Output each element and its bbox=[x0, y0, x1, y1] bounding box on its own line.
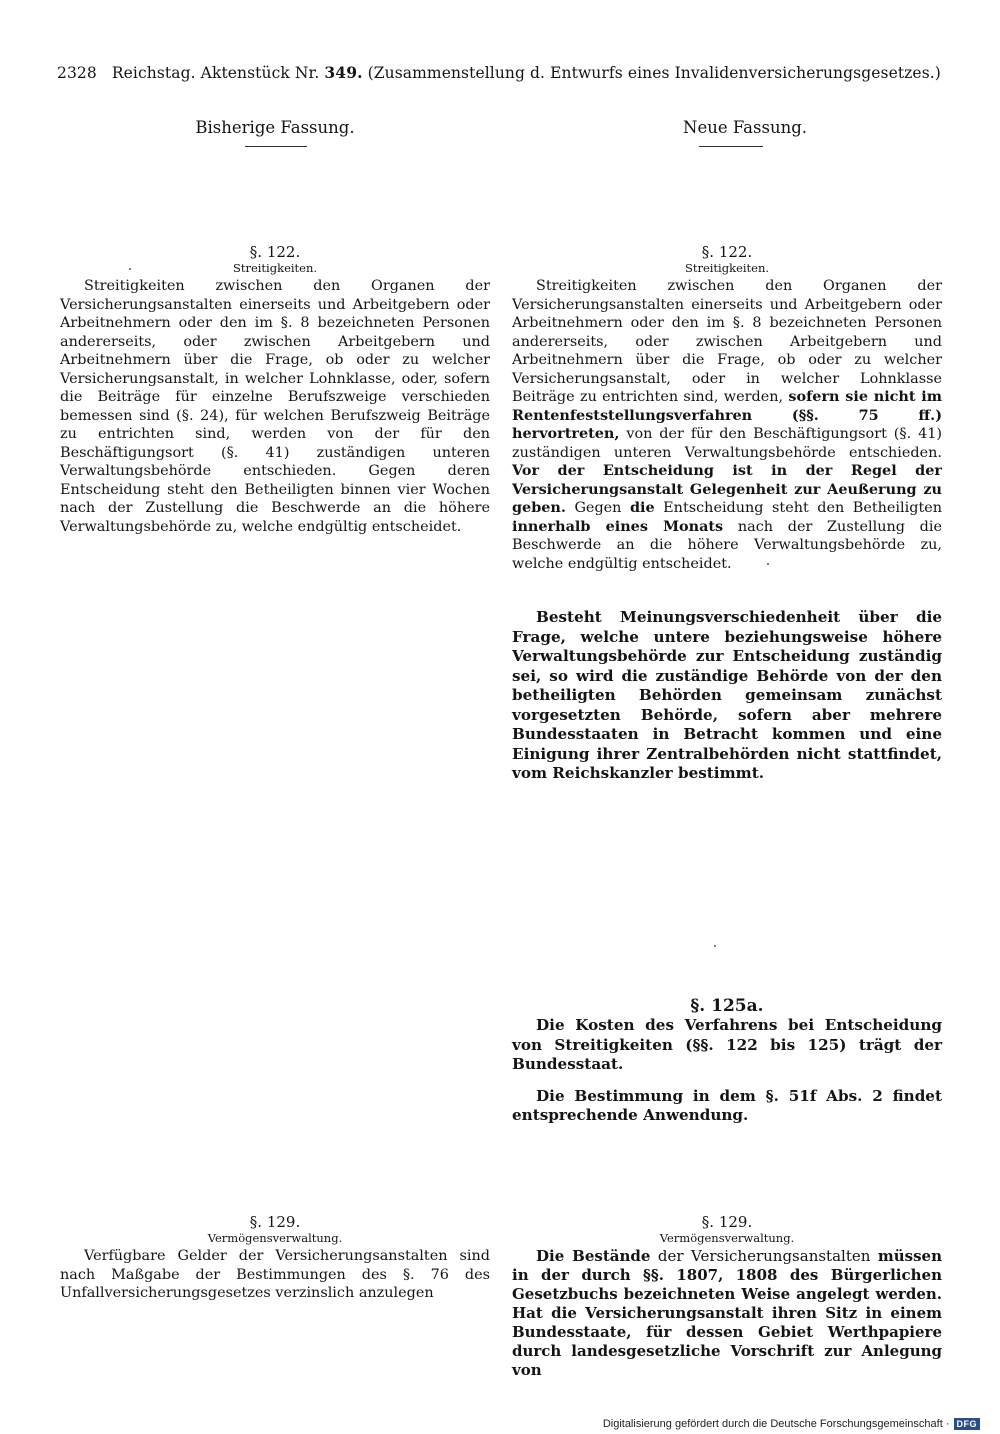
section-title: Vermögensverwaltung. bbox=[659, 1231, 795, 1245]
section-title: Streitigkeiten. bbox=[684, 261, 770, 275]
text-run: Streitigkeiten zwischen den Organen der Versicherungsanstalten einerseits und Arbeitgebern oder Arbeitnehmern oder den im §. 8 bezeichneten Personen andererseits, oder zwischen Arbeitgebern und Arbeitnehmern über die Frage, ob oder zu welcher Versicherungsanstalt, oder in welcher Lohnklasse Beiträge zu entrichten sind, werden, bbox=[512, 278, 942, 405]
running-header bbox=[57, 63, 941, 82]
text-run: Entscheidung steht den Betheiligten bbox=[663, 500, 943, 516]
text-run: der Versicherungsanstalten bbox=[657, 1247, 871, 1265]
right-section-122 bbox=[512, 243, 942, 573]
section-paragraph-1 bbox=[512, 277, 942, 573]
digitization-footer bbox=[603, 1418, 980, 1430]
section-paragraph-2: Die Bestimmung in dem §. 51f Abs. 2 findet entsprechende Anwendung. bbox=[512, 1086, 942, 1124]
page-number: 2328 bbox=[57, 64, 97, 82]
scan-speck bbox=[129, 268, 131, 270]
header-prefix: Reichstag. Aktenstück Nr. bbox=[111, 64, 320, 82]
document-number: 349. bbox=[324, 63, 363, 82]
right-section-129 bbox=[512, 1213, 942, 1380]
section-number: §. 122. bbox=[701, 243, 753, 261]
amendment-run: die bbox=[629, 499, 655, 516]
amendment-run: innerhalb eines Monats bbox=[512, 517, 724, 535]
footer-text: Digitalisierung gefördert durch die Deutsche Forschungsgemeinschaft · bbox=[602, 1418, 950, 1430]
amendment-run: müssen in der durch §§. 1807, 1808 des Bürgerlichen Gesetzbuchs bezeichneten Weise angelegt werden. Hat die Versicherungsanstalt ihren Sitz in einem Bundesstaate, für dessen Gebiet Werthpapiere durch landesgesetzliche Vorschrift zur Anlegung von bbox=[512, 1247, 942, 1379]
section-number: §. 129. bbox=[249, 1213, 301, 1231]
text-run: Gegen bbox=[574, 500, 622, 516]
text-run: von der für den Beschäftigungsort (§. 41) zuständigen unteren Verwaltungsbehörde entschieden. bbox=[512, 426, 942, 461]
scan-speck bbox=[767, 563, 769, 565]
left-heading-rule bbox=[245, 146, 307, 147]
header-subtitle: (Zusammenstellung d. Entwurfs eines Invalidenversicherungsgesetzes.) bbox=[367, 64, 941, 82]
right-column-heading: Neue Fassung. bbox=[683, 118, 807, 137]
right-heading-rule bbox=[699, 146, 763, 147]
section-number: §. 129. bbox=[701, 1213, 753, 1231]
amendment-run: sofern sie nicht im Rentenfeststellungsverfahren (§§. 75 ff.) hervortreten, bbox=[512, 388, 942, 442]
amendment-run: Vor der Entscheidung ist in der Regel der Versicherungsanstalt Gelegenheit zur Aeußerung zu geben. bbox=[512, 462, 942, 516]
left-column-heading: Bisherige Fassung. bbox=[195, 118, 355, 137]
section-paragraph-2: Besteht Meinungsverschiedenheit über die Frage, welche untere beziehungsweise höhere Verwaltungsbehörde zur Entscheidung zuständig sei, so wird die zuständige Behörde von der den betheiligten Behörden gemeinsam zunächst vorgesetzten Behörde, sofern aber mehrere Bundesstaaten in Betracht kommen und eine Einigung ihrer Zentralbehörden nicht stattfindet, vom Reichskanzler bestimmt. bbox=[512, 608, 942, 782]
section-number: §. 125a. bbox=[690, 996, 764, 1016]
left-section-129 bbox=[60, 1213, 490, 1303]
amendment-run: Die Bestände bbox=[536, 1247, 651, 1265]
text-run: nach der Zustellung die Beschwerde an die höhere Verwaltungsbehörde zu, welche endgültig entscheidet. bbox=[512, 518, 942, 572]
section-text: Streitigkeiten zwischen den Organen der Versicherungsanstalten einerseits und Arbeitgebern oder Arbeitnehmern oder den im §. 8 bezeichneten Personen andererseits, oder zwischen Arbeitgebern und Arbeitnehmern über die Frage, ob oder zu welcher Versicherungsanstalt, in welcher Lohnklasse, oder, sofern die Beiträge für einzelne Berufszweige verschieden bemessen sind (§. 24), für welchen Berufszweig Beiträge zu entrichten sind, werden von der für den Beschäftigungsort (§. 41) zuständigen unteren Verwaltungsbehörde entschieden. Gegen deren Entscheidung steht den Betheiligten binnen vier Wochen nach der Zustellung die Beschwerde an die höhere Verwaltungsbehörde zu, welche endgültig entscheidet. bbox=[60, 278, 490, 535]
section-number: §. 122. bbox=[249, 243, 301, 261]
left-section-122 bbox=[60, 243, 490, 536]
section-title: Vermögensverwaltung. bbox=[207, 1231, 343, 1245]
section-paragraph-1: Die Kosten des Verfahrens bei Entscheidung von Streitigkeiten (§§. 122 bis 125) trägt der Bundesstaat. bbox=[512, 1016, 942, 1073]
right-section-122-paragraph-2 bbox=[512, 608, 942, 784]
scan-speck bbox=[714, 945, 716, 947]
dfg-logo: DFG bbox=[954, 1418, 981, 1430]
right-section-125a bbox=[512, 997, 942, 1126]
section-title: Streitigkeiten. bbox=[232, 261, 318, 275]
section-text bbox=[512, 1247, 942, 1380]
section-text: Verfügbare Gelder der Versicherungsanstalten sind nach Maßgabe der Bestimmungen des §. 76 des Unfallversicherungsgesetzes verzinslich anzulegen bbox=[60, 1248, 490, 1301]
